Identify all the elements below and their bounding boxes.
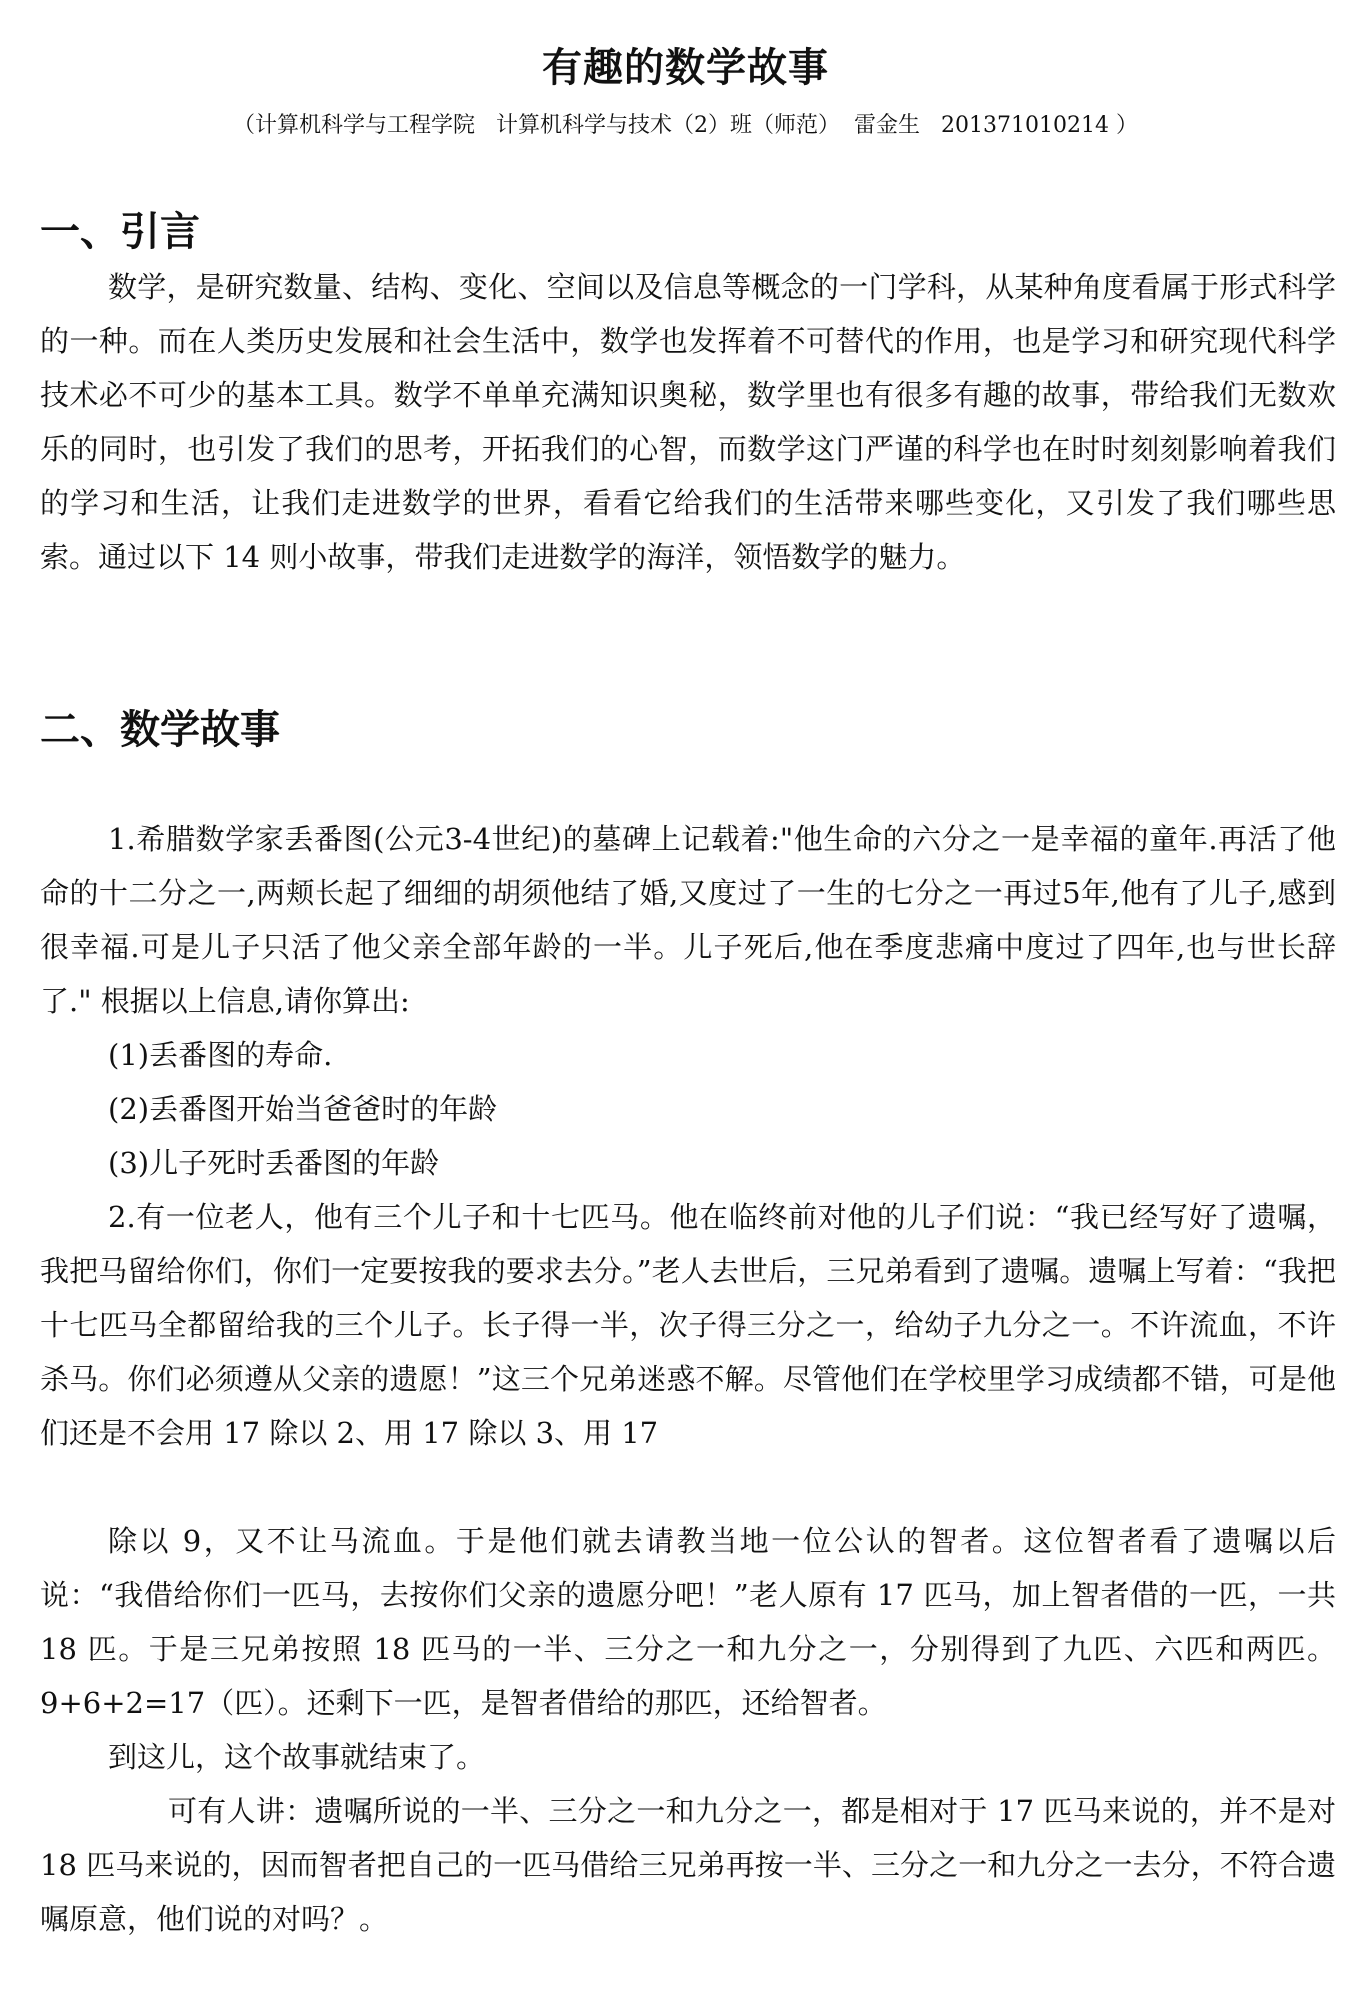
story-2-continuation: 除以 9，又不让马流血。于是他们就去请教当地一位公认的智者。这位智者看了遗嘱以后说：“我借给你们一匹马，去按你们父亲的遗愿分吧！”老人原有 17 匹马，加上智者借的一匹，一共 18 匹。于是三兄弟按照 18 匹马的一半、三分之一和九分之一，分别得到了九匹、六匹和两匹。9+6+2=17（匹）。还剩下一匹，是智者借给的那匹，还给智者。	[40, 1524, 1336, 1720]
story-1-question-1: (1)丢番图的寿命.	[108, 1038, 333, 1072]
document-title: 有趣的数学故事	[542, 45, 829, 91]
story-1-question-3: (3)儿子死时丢番图的年龄	[108, 1146, 440, 1180]
introduction-paragraph: 数学，是研究数量、结构、变化、空间以及信息等概念的一门学科，从某种角度看属于形式科学的一种。而在人类历史发展和社会生活中，数学也发挥着不可替代的作用，也是学习和研究现代科学技术必不可少的基本工具。数学不单单充满知识奥秘，数学里也有很多有趣的故事，带给我们无数欢乐的同时，也引发了我们的思考，开拓我们的心智，而数学这门严谨的科学也在时时刻刻影响着我们的学习和生活，让我们走进数学的世界，看看它给我们的生活带来哪些变化，又引发了我们哪些思索。通过以下 14 则小故事，带我们走进数学的海洋，领悟数学的魅力。	[40, 270, 1336, 574]
story-2-ending: 到这儿，这个故事就结束了。	[108, 1740, 486, 1774]
story-2-discussion: 可有人讲：遗嘱所说的一半、三分之一和九分之一，都是相对于 17 匹马来说的，并不是对 18 匹马来说的，因而智者把自己的一匹马借给三兄弟再按一半、三分之一和九分之一去分，不符合遗嘱原意，他们说的对吗？。	[40, 1794, 1336, 1936]
section-heading-introduction: 一、引言	[40, 209, 200, 255]
section-heading-math-stories: 二、数学故事	[40, 707, 280, 753]
story-1-question-2: (2)丢番图开始当爸爸时的年龄	[108, 1092, 498, 1126]
author-byline: （计算机科学与工程学院 计算机科学与技术（2）班（师范） 雷金生 201371010214 ）	[233, 113, 1138, 138]
story-1-paragraph: 1.希腊数学家丢番图(公元3-4世纪)的墓碑上记载着:"他生命的六分之一是幸福的童年.再活了他命的十二分之一,两颊长起了细细的胡须他结了婚,又度过了一生的七分之一再过5年,他有了儿子,感到很幸福.可是儿子只活了他父亲全部年龄的一半。儿子死后,他在季度悲痛中度过了四年,也与世长辞了." 根据以上信息,请你算出:	[40, 822, 1336, 1018]
story-2-paragraph: 2.有一位老人，他有三个儿子和十七匹马。他在临终前对他的儿子们说：“我已经写好了遗嘱，我把马留给你们，你们一定要按我的要求去分。”老人去世后，三兄弟看到了遗嘱。遗嘱上写着：“我把十七匹马全都留给我的三个儿子。长子得一半，次子得三分之一，给幼子九分之一。不许流血，不许杀马。你们必须遵从父亲的遗愿！”这三个兄弟迷惑不解。尽管他们在学校里学习成绩都不错，可是他们还是不会用 17 除以 2、用 17 除以 3、用 17	[40, 1200, 1336, 1450]
